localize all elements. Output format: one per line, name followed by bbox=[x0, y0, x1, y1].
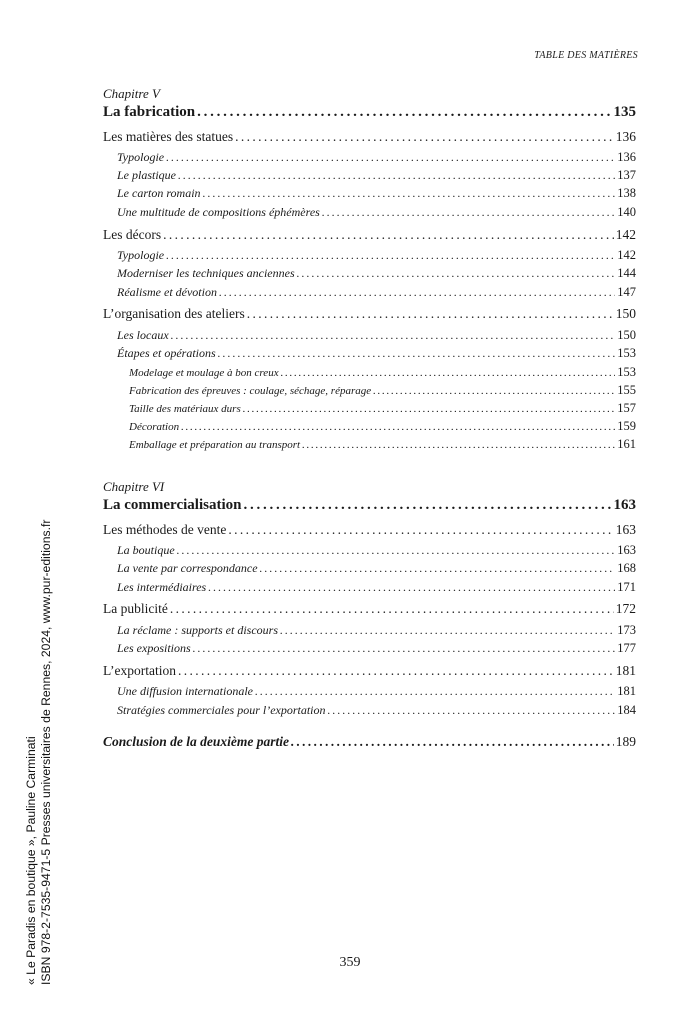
entry-page: 163 bbox=[615, 522, 636, 537]
entry-page: 150 bbox=[617, 328, 636, 342]
chapter-label: Chapitre V bbox=[103, 86, 160, 101]
leader-dots bbox=[219, 285, 615, 300]
toc-entry[interactable] bbox=[117, 561, 636, 576]
entry-title: Le plastique bbox=[117, 168, 176, 182]
leader-dots bbox=[181, 421, 615, 433]
leader-dots bbox=[218, 346, 616, 361]
leader-dots bbox=[178, 663, 614, 679]
entry-page: 136 bbox=[617, 150, 636, 164]
entry-page: 173 bbox=[617, 623, 636, 637]
entry-page: 153 bbox=[617, 365, 636, 379]
entry-title: Typologie bbox=[117, 150, 165, 164]
leader-dots bbox=[247, 306, 614, 322]
entry-page: 142 bbox=[615, 227, 636, 242]
leader-dots bbox=[243, 403, 616, 415]
leader-dots bbox=[193, 641, 616, 656]
entry-title: La publicité bbox=[103, 601, 168, 616]
entry-title: Fabrication des épreuves : coulage, séchage, réparage bbox=[129, 385, 372, 397]
entry-title: Taille des matériaux durs bbox=[129, 403, 241, 415]
entry-page: 159 bbox=[617, 419, 636, 433]
entry-page: 147 bbox=[617, 285, 636, 299]
entry-page: 189 bbox=[615, 734, 636, 749]
leader-dots bbox=[322, 205, 615, 220]
entry-page: 161 bbox=[617, 437, 636, 451]
entry-title: Modelage et moulage à bon creux bbox=[129, 367, 279, 379]
toc-entry[interactable] bbox=[117, 266, 636, 281]
leader-dots bbox=[163, 227, 614, 243]
leader-dots bbox=[166, 150, 615, 165]
side-note-line: « Le Paradis en boutique », Pauline Carminati bbox=[24, 736, 38, 985]
entry-title: La boutique bbox=[117, 543, 175, 557]
toc-entry-conclusion[interactable] bbox=[103, 734, 636, 750]
entry-page: 168 bbox=[617, 561, 636, 575]
toc-entry[interactable] bbox=[129, 437, 636, 452]
entry-page: 177 bbox=[617, 641, 636, 655]
leader-dots bbox=[328, 703, 616, 718]
entry-page: 137 bbox=[617, 168, 636, 182]
entry-page: 153 bbox=[617, 346, 636, 360]
entry-title: Stratégies commerciales pour l’exportation bbox=[117, 703, 326, 717]
leader-dots bbox=[281, 367, 616, 379]
leader-dots bbox=[177, 543, 616, 558]
toc-entry[interactable] bbox=[117, 543, 636, 558]
entry-title: Une multitude de compositions éphémères bbox=[117, 205, 320, 219]
leader-dots bbox=[235, 129, 614, 145]
entry-title: Moderniser les techniques anciennes bbox=[117, 266, 295, 280]
toc-entry[interactable] bbox=[103, 129, 636, 145]
toc-entry[interactable] bbox=[117, 641, 636, 656]
toc-entry[interactable] bbox=[117, 623, 636, 638]
leader-dots bbox=[208, 580, 615, 595]
leader-dots bbox=[178, 168, 615, 183]
toc-entry[interactable] bbox=[117, 285, 636, 300]
entry-title: L’exportation bbox=[103, 663, 176, 678]
entry-title: Emballage et préparation au transport bbox=[129, 439, 301, 451]
toc-entry[interactable] bbox=[129, 419, 636, 434]
leader-dots bbox=[166, 248, 615, 263]
toc-entry[interactable] bbox=[117, 703, 636, 718]
entry-page: 150 bbox=[615, 306, 636, 321]
leader-dots bbox=[297, 266, 616, 281]
leader-dots bbox=[228, 522, 613, 538]
toc-entry[interactable] bbox=[117, 346, 636, 361]
toc-entry[interactable] bbox=[129, 365, 636, 380]
toc-entry[interactable] bbox=[129, 383, 636, 398]
leader-dots bbox=[302, 439, 615, 451]
toc-entry[interactable] bbox=[103, 227, 636, 243]
running-header: TABLE DES MATIÈRES bbox=[534, 50, 638, 61]
entry-page: 138 bbox=[617, 186, 636, 200]
entry-title: Réalisme et dévotion bbox=[117, 285, 217, 299]
entry-page: 155 bbox=[617, 383, 636, 397]
toc-entry[interactable] bbox=[117, 205, 636, 220]
entry-page: 181 bbox=[617, 684, 636, 698]
entry-page: 163 bbox=[617, 543, 636, 557]
toc-entry[interactable] bbox=[129, 401, 636, 416]
entry-title: Les décors bbox=[103, 227, 162, 242]
entry-page: 136 bbox=[615, 129, 636, 144]
entry-title: Étapes et opérations bbox=[117, 346, 216, 360]
leader-dots bbox=[260, 561, 616, 576]
entry-title: Le carton romain bbox=[117, 186, 201, 200]
entry-page: 142 bbox=[617, 248, 636, 262]
entry-page: 135 bbox=[613, 104, 636, 120]
toc-entry[interactable] bbox=[117, 168, 636, 183]
toc-entry[interactable] bbox=[117, 580, 636, 595]
entry-title: La réclame : supports et discours bbox=[117, 623, 278, 637]
toc-entry[interactable] bbox=[103, 306, 636, 322]
toc-entry[interactable] bbox=[103, 104, 636, 121]
toc-entry[interactable] bbox=[103, 601, 636, 617]
entry-title: Conclusion de la deuxième partie bbox=[103, 734, 290, 749]
toc-entry[interactable] bbox=[117, 684, 636, 699]
toc-entry[interactable] bbox=[117, 186, 636, 201]
entry-title: Les expositions bbox=[117, 641, 191, 655]
entry-title: La fabrication bbox=[103, 104, 196, 120]
side-note-line: ISBN 978-2-7535-9471-5 Presses universitaires de Rennes, 2024, www.pur-editions.fr bbox=[39, 519, 53, 985]
toc-entry[interactable] bbox=[103, 497, 636, 514]
entry-title: Décoration bbox=[129, 421, 180, 433]
entry-page: 181 bbox=[615, 663, 636, 678]
entry-page: 140 bbox=[617, 205, 636, 219]
entry-page: 157 bbox=[617, 401, 636, 415]
leader-dots bbox=[197, 104, 611, 121]
entry-title: Typologie bbox=[117, 248, 165, 262]
toc-entry[interactable] bbox=[117, 328, 636, 343]
leader-dots bbox=[373, 385, 615, 397]
leader-dots bbox=[171, 328, 616, 343]
leader-dots bbox=[203, 186, 616, 201]
toc-entry[interactable] bbox=[117, 248, 636, 263]
chapter-label: Chapitre VI bbox=[103, 479, 165, 494]
leader-dots bbox=[170, 601, 614, 617]
entry-title: Les matières des statues bbox=[103, 129, 234, 144]
entry-title: Les locaux bbox=[117, 328, 169, 342]
leader-dots bbox=[280, 623, 615, 638]
entry-page: 184 bbox=[617, 703, 636, 717]
toc-entry[interactable] bbox=[103, 522, 636, 538]
entry-title: Les intermédiaires bbox=[117, 580, 207, 594]
leader-dots bbox=[291, 734, 614, 750]
toc-entry[interactable] bbox=[117, 150, 636, 165]
leader-dots bbox=[255, 684, 615, 699]
entry-title: La vente par correspondance bbox=[117, 561, 258, 575]
toc-entry[interactable] bbox=[103, 663, 636, 679]
page-number: 359 bbox=[339, 955, 361, 970]
entry-page: 163 bbox=[613, 497, 636, 513]
entry-title: Les méthodes de vente bbox=[103, 522, 227, 537]
entry-title: Une diffusion internationale bbox=[117, 684, 253, 698]
entry-page: 144 bbox=[617, 266, 636, 280]
entry-page: 171 bbox=[617, 580, 636, 594]
entry-title: La commercialisation bbox=[103, 497, 242, 513]
leader-dots bbox=[243, 497, 611, 514]
entry-page: 172 bbox=[615, 601, 636, 616]
entry-title: L’organisation des ateliers bbox=[103, 306, 245, 321]
